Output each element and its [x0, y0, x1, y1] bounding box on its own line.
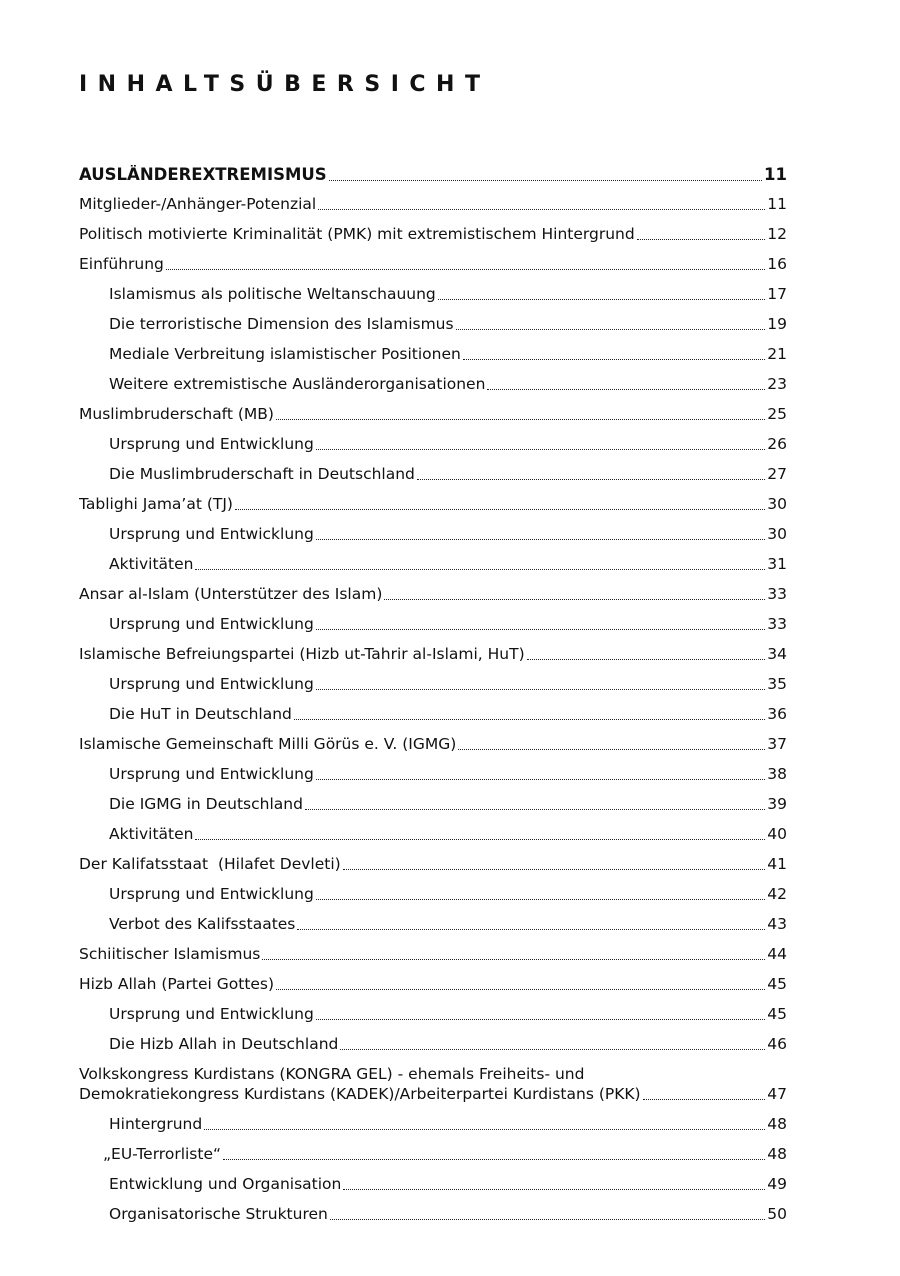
toc-entry[interactable] [79, 884, 787, 904]
toc-entry[interactable] [79, 1114, 787, 1134]
toc-entry-title: Mitglieder-/Anhänger-Potenzial [79, 195, 317, 213]
toc-leader-dots [195, 838, 765, 840]
toc-entry-page: 23 [767, 375, 787, 393]
toc-entry-title: Schiitischer Islamismus [79, 945, 261, 963]
toc-entry-title: Die terroristische Dimension des Islamismus [109, 315, 454, 333]
table-of-contents [79, 165, 787, 1224]
page-title: INHALTSÜBERSICHT [79, 72, 491, 97]
toc-entry-page: 40 [767, 825, 787, 843]
toc-entry-page: 25 [767, 405, 787, 423]
toc-entry-page: 41 [767, 855, 787, 873]
toc-entry-title: Ursprung und Entwicklung [109, 615, 314, 633]
toc-entry-page: 49 [767, 1175, 787, 1193]
toc-entry[interactable] [79, 644, 787, 664]
toc-entry-page: 50 [767, 1205, 787, 1223]
toc-entry-page: 39 [767, 795, 787, 813]
toc-entry-title: Die Hizb Allah in Deutschland [109, 1035, 339, 1053]
toc-entry[interactable] [79, 524, 787, 544]
toc-entry-title: Ursprung und Entwicklung [109, 435, 314, 453]
toc-leader-dots [316, 1018, 765, 1020]
toc-entry-title: Politisch motivierte Kriminalität (PMK) mit extremistischem Hintergrund [79, 225, 635, 243]
toc-entry-page: 16 [767, 255, 787, 273]
toc-entry-page: 11 [764, 165, 787, 184]
toc-entry-title: Der Kalifatsstaat (Hilafet Devleti) [79, 855, 341, 873]
toc-entry[interactable] [79, 1174, 787, 1194]
toc-entry-page: 42 [767, 885, 787, 903]
toc-entry-page: 21 [767, 345, 787, 363]
toc-entry-title: Ursprung und Entwicklung [109, 885, 314, 903]
toc-entry[interactable] [79, 1204, 787, 1224]
toc-entry[interactable] [79, 674, 787, 694]
toc-entry[interactable] [79, 1144, 787, 1164]
toc-entry[interactable] [79, 165, 787, 185]
toc-entry-title: Organisatorische Strukturen [109, 1205, 328, 1223]
toc-leader-dots [487, 388, 765, 390]
toc-leader-dots [195, 568, 765, 570]
toc-entry-title: Die Muslimbruderschaft in Deutschland [109, 465, 415, 483]
toc-leader-dots [276, 988, 765, 990]
toc-entry[interactable] [79, 584, 787, 604]
toc-leader-dots [343, 1188, 765, 1190]
toc-entry-page: 48 [767, 1145, 787, 1163]
toc-entry-page: 31 [767, 555, 787, 573]
toc-entry-page: 37 [767, 735, 787, 753]
toc-leader-dots [204, 1128, 765, 1130]
toc-entry-page: 30 [767, 525, 787, 543]
toc-entry-title: Aktivitäten [109, 825, 194, 843]
toc-leader-dots [438, 298, 766, 300]
toc-entry-title: Aktivitäten [109, 555, 194, 573]
toc-leader-dots [417, 478, 765, 480]
toc-entry-title: Tablighi Jama’at (TJ) [79, 495, 233, 513]
toc-entry-title: Islamische Befreiungspartei (Hizb ut-Tahrir al-Islami, HuT) [79, 645, 525, 663]
toc-entry[interactable] [79, 494, 787, 514]
toc-entry-title: Hintergrund [109, 1115, 203, 1133]
toc-entry-page: 47 [767, 1085, 787, 1103]
toc-entry-page: 43 [767, 915, 787, 933]
toc-entry[interactable] [79, 284, 787, 304]
toc-entry[interactable] [79, 434, 787, 454]
toc-leader-dots [527, 658, 766, 660]
toc-entry-title: Hizb Allah (Partei Gottes) [79, 975, 275, 993]
toc-entry[interactable] [79, 944, 787, 964]
toc-leader-dots [166, 268, 765, 270]
toc-entry-page: 34 [767, 645, 787, 663]
toc-entry-title: Einführung [79, 255, 164, 273]
toc-entry[interactable] [79, 914, 787, 934]
toc-leader-dots [223, 1158, 765, 1160]
toc-entry-page: 33 [767, 585, 787, 603]
toc-leader-dots [329, 179, 762, 181]
toc-entry-page: 38 [767, 765, 787, 783]
toc-leader-dots [235, 508, 765, 510]
toc-entry-title: Ursprung und Entwicklung [109, 1005, 314, 1023]
toc-entry[interactable] [79, 764, 787, 784]
toc-entry[interactable] [79, 404, 787, 424]
toc-entry-title: Die HuT in Deutschland [109, 705, 292, 723]
toc-leader-dots [262, 958, 765, 960]
toc-leader-dots [458, 748, 765, 750]
toc-leader-dots [316, 448, 765, 450]
toc-entry-title: Verbot des Kalifsstaates [109, 915, 296, 933]
toc-entry[interactable] [79, 854, 787, 874]
toc-entry-page: 48 [767, 1115, 787, 1133]
toc-entry-page: 19 [767, 315, 787, 333]
toc-leader-dots [384, 598, 765, 600]
toc-leader-dots [340, 1048, 765, 1050]
toc-leader-dots [318, 208, 765, 210]
toc-entry[interactable] [79, 794, 787, 814]
toc-entry[interactable] [79, 464, 787, 484]
toc-entry[interactable] [79, 824, 787, 844]
toc-leader-dots [463, 358, 765, 360]
toc-entry-title-line: Demokratiekongress Kurdistans (KADEK)/Arbeiterpartei Kurdistans (PKK) [79, 1085, 641, 1103]
toc-entry-page: 45 [767, 1005, 787, 1023]
toc-entry-page: 26 [767, 435, 787, 453]
toc-entry-title-line: Volkskongress Kurdistans (KONGRA GEL) - ehemals Freiheits- und [79, 1065, 585, 1083]
toc-entry-title: „EU-Terrorliste“ [103, 1145, 222, 1163]
toc-entry[interactable] [79, 314, 787, 334]
toc-entry-title: Ursprung und Entwicklung [109, 765, 314, 783]
toc-entry-page: 45 [767, 975, 787, 993]
toc-entry-page: 44 [767, 945, 787, 963]
toc-entry-page: 30 [767, 495, 787, 513]
toc-entry-title: AUSLÄNDEREXTREMISMUS [79, 165, 327, 184]
toc-entry-title: Islamismus als politische Weltanschauung [109, 285, 436, 303]
toc-leader-dots [316, 778, 765, 780]
toc-entry-title: Ursprung und Entwicklung [109, 675, 314, 693]
toc-entry[interactable] [79, 344, 787, 364]
toc-leader-dots [330, 1218, 765, 1220]
toc-leader-dots [294, 718, 765, 720]
toc-entry-title: Entwicklung und Organisation [109, 1175, 342, 1193]
toc-entry-page: 36 [767, 705, 787, 723]
toc-leader-dots [343, 868, 766, 870]
toc-entry-title: Ursprung und Entwicklung [109, 525, 314, 543]
toc-leader-dots [643, 1098, 766, 1100]
toc-entry-page: 46 [767, 1035, 787, 1053]
toc-entry[interactable] [79, 704, 787, 724]
toc-entry-title: Die IGMG in Deutschland [109, 795, 303, 813]
toc-leader-dots [316, 628, 765, 630]
toc-entry-page: 11 [767, 195, 787, 213]
toc-entry-page: 27 [767, 465, 787, 483]
toc-entry[interactable] [79, 1004, 787, 1024]
toc-leader-dots [297, 928, 765, 930]
toc-entry[interactable] [79, 734, 787, 754]
toc-entry-title: Weitere extremistische Ausländerorganisationen [109, 375, 486, 393]
toc-entry-page: 17 [767, 285, 787, 303]
toc-entry[interactable] [79, 254, 787, 274]
toc-leader-dots [316, 688, 765, 690]
toc-entry-title: Islamische Gemeinschaft Milli Görüs e. V. (IGMG) [79, 735, 457, 753]
toc-entry-title: Mediale Verbreitung islamistischer Positionen [109, 345, 461, 363]
toc-entry[interactable] [79, 1064, 787, 1104]
toc-entry-title [79, 1064, 641, 1104]
toc-entry[interactable] [79, 1034, 787, 1054]
toc-entry[interactable] [79, 194, 787, 214]
toc-entry[interactable] [79, 614, 787, 634]
toc-entry[interactable] [79, 554, 787, 574]
toc-entry-title: Ansar al-Islam (Unterstützer des Islam) [79, 585, 383, 603]
toc-leader-dots [637, 238, 766, 240]
toc-entry-title: Muslimbruderschaft (MB) [79, 405, 274, 423]
toc-entry[interactable] [79, 374, 787, 394]
toc-leader-dots [305, 808, 765, 810]
toc-leader-dots [316, 898, 765, 900]
toc-entry[interactable] [79, 224, 787, 244]
toc-leader-dots [276, 418, 765, 420]
toc-entry-page: 33 [767, 615, 787, 633]
toc-entry-page: 12 [767, 225, 787, 243]
toc-leader-dots [456, 328, 766, 330]
toc-leader-dots [316, 538, 765, 540]
toc-entry[interactable] [79, 974, 787, 994]
toc-entry-page: 35 [767, 675, 787, 693]
